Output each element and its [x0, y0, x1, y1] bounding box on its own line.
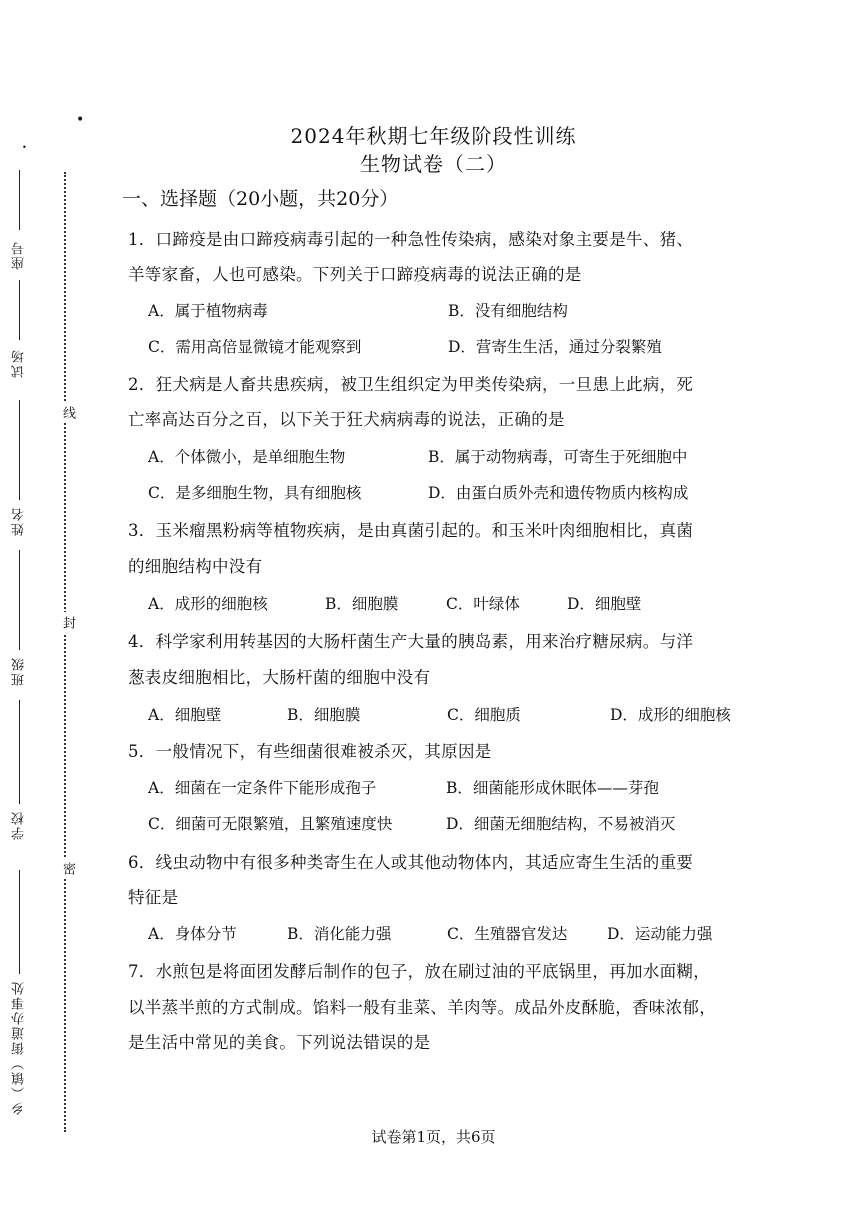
page-footer: 试卷第1页，共6页: [371, 1128, 496, 1146]
q6-option-c: C．生殖器官发达: [447, 925, 568, 943]
q1-stem-line-2: 羊等家畜，人也可感染。下列关于口蹄疫病毒的说法正确的是: [128, 265, 582, 284]
q7-stem-line-1: 7．水煎包是将面团发酵后制作的包子，放在刷过油的平底锅里，再加水面糊，: [128, 962, 710, 981]
class-blank: [19, 550, 20, 650]
name-label: 姓名: [12, 506, 27, 536]
q1-stem-line-1: 1．口蹄疫是由口蹄疫病毒引起的一种急性传染病，感染对象主要是牛、猪、: [128, 230, 694, 249]
q2-stem-line-2: 亡率高达百分之百，以下关于狂犬病病毒的说法，正确的是: [128, 410, 565, 429]
q6-stem-line-2: 特征是: [128, 888, 179, 907]
exam-subtitle: 生物试卷（二）: [360, 152, 507, 176]
q7-stem-line-3: 是生活中常见的美食。下列说法错误的是: [128, 1033, 431, 1052]
q3-option-a: A．成形的细胞核: [148, 595, 268, 613]
room-label: 试场: [12, 348, 27, 378]
seal-dotted-line: [64, 172, 66, 1132]
q7-stem-line-2: 以半蒸半煎的方式制成。馅料一般有韭菜、羊肉等。成品外皮酥脆，香味浓郁，: [128, 998, 716, 1017]
seal-mark-line: 线: [58, 402, 77, 423]
seal-mark-seal: 封: [58, 612, 77, 633]
school-blank: [19, 700, 20, 804]
q4-option-c: C．细胞质: [447, 706, 521, 724]
q5-option-a: A．细菌在一定条件下能形成孢子: [148, 779, 377, 797]
seat-blank: [19, 170, 20, 230]
name-blank: [19, 400, 20, 500]
q5-stem-line-1: 5．一般情况下，有些细菌很难被杀灭，其原因是: [128, 742, 492, 761]
exam-title: 2024年秋期七年级阶段性训练: [290, 124, 577, 148]
q5-option-b: B．细菌能形成休眠体——芽孢: [446, 779, 659, 797]
seat-label: 座号: [12, 240, 27, 270]
room-blank: [19, 280, 20, 340]
q2-option-d: D．由蛋白质外壳和遗传物质内核构成: [428, 484, 689, 502]
q6-option-d: D．运动能力强: [607, 925, 713, 943]
q2-option-b: B．属于动物病毒，可寄生于死细胞中: [428, 448, 688, 466]
q3-stem-line-1: 3．玉米瘤黑粉病等植物疾病，是由真菌引起的。和玉米叶肉细胞相比，真菌: [128, 521, 694, 540]
q1-option-c: C．需用高倍显微镜才能观察到: [148, 338, 362, 356]
q1-option-a: A．属于植物病毒: [148, 302, 268, 320]
binding-margin: [6, 170, 36, 1130]
q6-option-b: B．消化能力强: [287, 925, 392, 943]
q2-option-a: A．个体微小，是单细胞生物: [148, 448, 346, 466]
class-label: 班级: [12, 656, 27, 686]
township-label: 乡（镇）街道办事处: [12, 980, 27, 1115]
q3-option-c: C．叶绿体: [446, 595, 520, 613]
q1-option-b: B．没有细胞结构: [448, 302, 568, 320]
q5-option-d: D．细菌无细胞结构，不易被消灭: [446, 815, 676, 833]
scan-speck: •: [22, 143, 27, 152]
section-heading: 一、选择题（20小题，共20分）: [122, 188, 399, 210]
q4-stem-line-1: 4．科学家利用转基因的大肠杆菌生产大量的胰岛素，用来治疗糖尿病。与洋: [128, 632, 694, 651]
q5-option-c: C．细菌可无限繁殖，且繁殖速度快: [148, 815, 393, 833]
q6-stem-line-1: 6．线虫动物中有很多种类寄生在人或其他动物体内，其适应寄生生活的重要: [128, 853, 694, 872]
q4-option-b: B．细胞膜: [287, 706, 361, 724]
scan-speck: •: [76, 112, 85, 128]
q4-option-a: A．细胞壁: [148, 706, 222, 724]
q1-option-d: D．营寄生生活，通过分裂繁殖: [448, 338, 662, 356]
seal-mark-close: 密: [58, 858, 77, 879]
q3-option-b: B．细胞膜: [325, 595, 399, 613]
township-blank: [19, 870, 20, 974]
q6-option-a: A．身体分节: [148, 925, 237, 943]
q4-stem-line-2: 葱表皮细胞相比，大肠杆菌的细胞中没有: [128, 668, 431, 687]
q2-stem-line-1: 2．狂犬病是人畜共患疾病，被卫生组织定为甲类传染病，一旦患上此病，死: [128, 375, 694, 394]
q3-stem-line-2: 的细胞结构中没有: [128, 557, 263, 576]
school-label: 学校: [12, 810, 27, 840]
q2-option-c: C．是多细胞生物，具有细胞核: [148, 484, 362, 502]
q3-option-d: D．细胞壁: [567, 595, 642, 613]
q4-option-d: D．成形的细胞核: [610, 706, 731, 724]
